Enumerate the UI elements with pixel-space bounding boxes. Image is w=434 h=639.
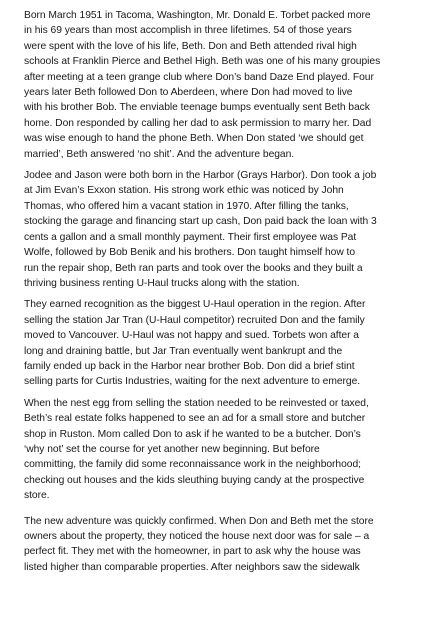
paragraph-3 [24,297,422,389]
text-line: years later Beth followed Don to Aberdeen, where Don had moved to live [24,87,353,99]
text-line: long and draining battle, but Jar Tran eventually went bankrupt and the [24,345,343,357]
text-line: When the nest egg from selling the station needed to be reinvested or taxed, [24,397,369,409]
text-line: checking out houses and the kids sleuthing buying candy at the prospective [24,474,365,486]
text-line: shop in Ruston. Mom called Don to ask if he wanted to be a butcher. Don’s [24,428,361,440]
text-line: owners about the property, they noticed the house next door was for sale – a [24,531,370,542]
text-line: home. Don responded by calling her dad to ask permission to marry her. Dad [24,117,372,129]
text-line: They earned recognition as the biggest U-Haul operation in the region. After [24,299,366,311]
text-line: was wise enough to hand the phone Beth. When Don stated ‘we should get [24,133,364,145]
text-line: in his 69 years than most accomplish in three lifetimes. 54 of those years [24,25,352,37]
text-line: married’, Beth answered ‘no shit’. And the adventure began. [24,148,295,160]
text-line: cents a gallon and a small monthly payment. Their first employee was Pat [24,231,357,243]
text-line: selling the station Jar Tran (U-Haul competitor) recruited Don and the family [24,314,365,326]
text-line: schools at Franklin Pierce and Bethel High. Beth was one of his many groupies [24,56,381,68]
text-line: perfect fit. They met with the homeowner, in part to ask why the house was [24,546,361,558]
text-line: moved to Vancouver. U-Haul was not happy and sued. Torbets won after a [24,330,359,342]
text-line: selling parts for Curtis Industries, waiting for the next adventure to emerge. [24,376,361,388]
text-line: were spent with the love of his life, Beth. Don and Beth attended rival high [24,40,357,52]
text-line: family ended up back in the Harbor near brother Bob. Don did a brief stint [24,360,355,372]
text-line: at Jim Evan’s Exxon station. His strong work ethic was noticed by John [24,185,344,197]
text-line: Beth’s real estate folks happened to see an ad for a small store and butcher [24,413,366,425]
paragraph-5 [24,514,422,576]
text-line: thriving business renting U-Haul trucks along with the station. [24,277,300,289]
text-line: listed higher than comparable properties. After neighbors saw the sidewalk [24,561,360,573]
text-line: Thomas, who offered him a vacant station in 1970. After filling the tanks, [24,200,349,212]
text-line: ‘why not’ set the course for yet another new beginning. But before [24,443,320,455]
text-line: store. [24,490,50,502]
text-line: The new adventure was quickly confirmed. When Don and Beth met the store [24,515,374,527]
text-line: Wolfe, followed by Bob Benik and his brothers. Don taught himself how to [24,247,356,259]
paragraph-2 [24,168,422,291]
text-line: Jodee and Jason were both born in the Harbor (Grays Harbor). Don took a job [24,170,377,182]
text-line: after meeting at a teen grange club where Don’s band Daze End played. Four [24,71,374,83]
text-line: run the repair shop, Beth ran parts and took over the books and they built a [24,262,363,274]
paragraph-1 [24,8,422,162]
text-line: committing, the family did some reconnaissance work in the neighborhood; [24,459,361,471]
text-line: with his brother Bob. The enviable teenage bumps eventually sent Beth back [24,102,370,114]
text-line: Born March 1951 in Tacoma, Washington, Mr. Donald E. Torbet packed more [24,10,371,21]
text-line: stocking the garage and financing start up cash, Don paid back the loan with 3 [24,216,377,228]
paragraph-4 [24,396,422,504]
